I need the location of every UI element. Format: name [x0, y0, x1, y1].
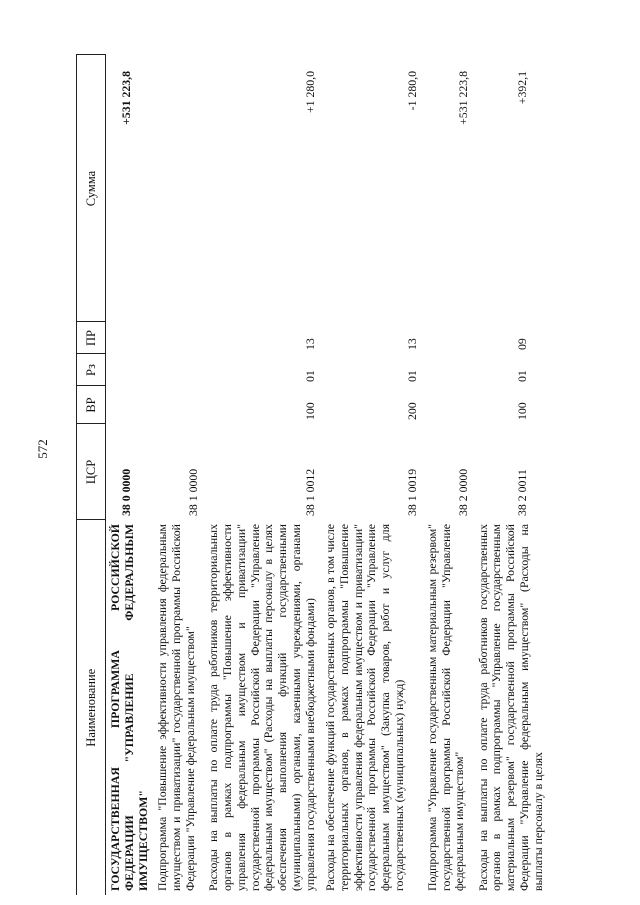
row-sum: [153, 55, 204, 322]
row-sum: +392,1: [514, 71, 529, 105]
row-rz: 01: [404, 370, 419, 382]
row-rz: 01: [303, 370, 318, 382]
header-pr: ПР: [77, 322, 106, 354]
row-name: Расходы на выплаты по оплате труда работников государственных органов в рамках подпрограммы "Управление государственным материальным резервом" государственной программы Российской Федерации "Управление федеральным имуществом" (Расходы на выплаты персоналу в целях: [475, 524, 545, 891]
budget-table: [76, 55, 549, 896]
row-vr: 100: [303, 402, 318, 420]
table-row: [321, 55, 423, 895]
table-row: [204, 55, 321, 895]
row-csr: 38 1 0000: [186, 468, 201, 516]
row-csr: 38 2 0011: [514, 469, 529, 516]
row-rz: 01: [514, 370, 529, 382]
row-pr: 13: [303, 338, 318, 350]
row-vr: [106, 386, 154, 424]
row-pr: 09: [514, 338, 529, 350]
header-csr: ЦСР: [77, 424, 106, 520]
rotated-budget-table: [76, 55, 606, 895]
row-sum: +531 223,8: [455, 71, 470, 125]
row-vr: [153, 386, 204, 424]
header-sum: Сумма: [77, 55, 106, 322]
table-row: [153, 55, 204, 895]
table-row: [423, 55, 474, 895]
page-number: 572: [35, 439, 50, 459]
row-rz: [153, 354, 204, 386]
row-vr: 100: [514, 402, 529, 420]
row-sum: +531 223,8: [119, 71, 133, 125]
table-row: [106, 55, 154, 895]
row-name: Подпрограмма "Повышение эффективности управления федеральным имуществом и приватизации" государственной программы Российской Федерации "Управление федеральным имуществом": [155, 524, 197, 891]
row-vr: 200: [404, 402, 419, 420]
row-pr: [153, 322, 204, 354]
row-pr: [106, 322, 154, 354]
row-csr: 38 1 0012: [303, 468, 318, 516]
row-rz: [423, 354, 474, 386]
row-csr: 38 2 0000: [455, 468, 470, 516]
header-rz: Рз: [77, 354, 106, 386]
header-vr: ВР: [77, 386, 106, 424]
table-header-row: [77, 55, 106, 895]
row-name: Расходы на обеспечение функций государственных органов, в том числе территориальных органов, в рамках подпрограммы "Повышение эффективности управления федеральным имуществом и приватизации" государственной программы Российской Федерации "Управление федеральным имуществом" (Закупка товаров, работ и услуг для государственных (муниципальных) нужд): [322, 524, 406, 891]
header-name: Наименование: [77, 520, 106, 895]
row-vr: [423, 386, 474, 424]
row-name: Подпрограмма "Управление государственным материальным резервом" государственной программы Российской Федерации "Управление федеральным имуществом": [424, 524, 467, 891]
table-row: [474, 55, 549, 895]
row-csr: 38 1 0019: [404, 468, 419, 516]
row-name: Расходы на выплаты по оплате труда работников территориальных органов в рамках подпрограммы "Повышение эффективности управления федеральным имуществом и приватизации" государственной программы Российской Федерации "Управление федеральным имуществом" (Расходы на выплаты персоналу в целях обеспечения выполнения функций государственными (муниципальными) органами, казенными учреждениями, органами управления государственными внебюджетными фондами): [206, 524, 317, 891]
row-pr: [423, 322, 474, 354]
row-name: ГОСУДАРСТВЕННАЯ ПРОГРАММА РОССИЙСКОЙ ФЕДЕРАЦИИ "УПРАВЛЕНИЕ ФЕДЕРАЛЬНЫМ ИМУЩЕСТВОМ": [108, 524, 150, 891]
row-rz: [106, 354, 154, 386]
row-pr: 13: [404, 338, 419, 350]
row-sum: +1 280,0: [303, 71, 318, 114]
row-sum: -1 280,0: [404, 71, 419, 111]
row-csr: 38 0 0000: [119, 468, 133, 516]
